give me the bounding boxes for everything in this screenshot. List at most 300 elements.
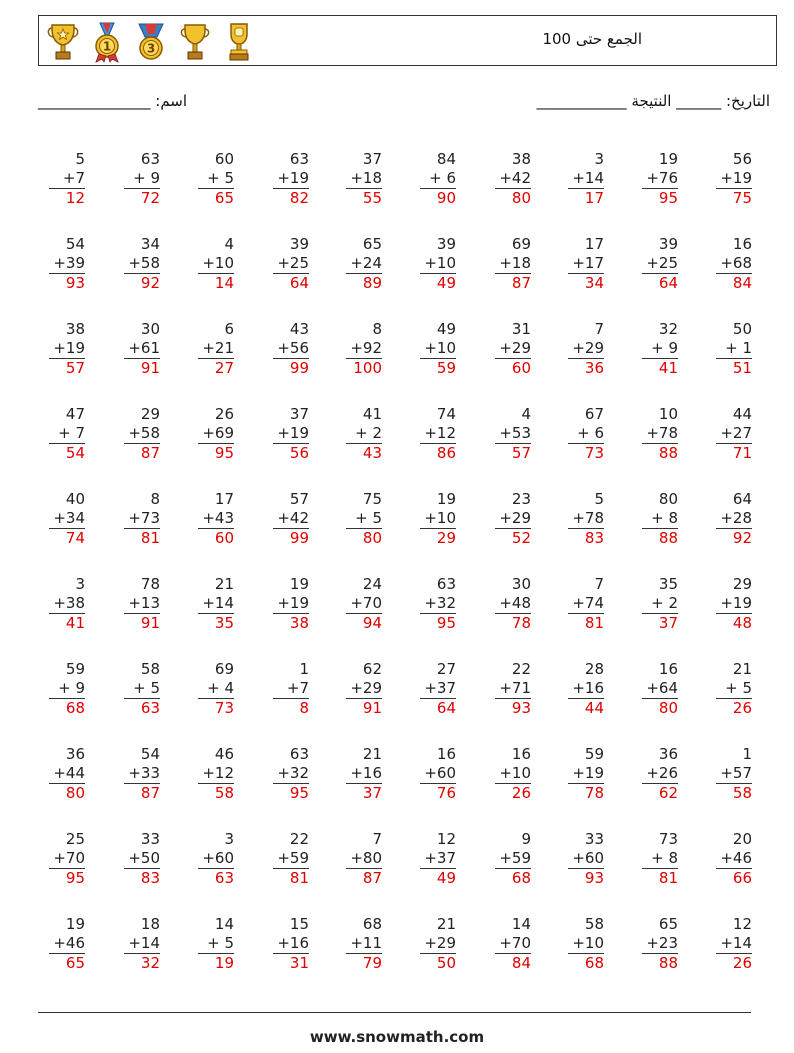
addend-bottom: +78 [572, 509, 604, 527]
addition-problem [273, 405, 309, 463]
addition-problem [346, 150, 382, 208]
answer: 49 [436, 274, 456, 292]
answer: 84 [732, 274, 752, 292]
addend-bottom: +18 [350, 169, 382, 187]
answer: 35 [214, 614, 234, 632]
addition-problem [642, 150, 678, 208]
addend-top: 68 [362, 915, 382, 933]
addend-top: 6 [224, 320, 234, 338]
addend-top: 3 [594, 150, 604, 168]
addition-problem [273, 575, 309, 633]
addition-problem [495, 405, 531, 463]
answer: 87 [140, 444, 160, 462]
gold-cup-icon [179, 21, 211, 63]
answer: 31 [289, 954, 309, 972]
answer: 56 [289, 444, 309, 462]
addend-bottom: + 2 [355, 424, 382, 442]
addend-bottom: + 5 [355, 509, 382, 527]
addition-problem [273, 150, 309, 208]
addend-top: 38 [65, 320, 85, 338]
addition-problem [716, 235, 752, 293]
addend-top: 14 [511, 915, 531, 933]
addend-bottom: +21 [202, 339, 234, 357]
addend-top: 33 [584, 830, 604, 848]
addition-problem [346, 745, 382, 803]
addend-top: 4 [521, 405, 531, 423]
addend-bottom: +64 [646, 679, 678, 697]
addition-problem [198, 150, 234, 208]
addend-top: 16 [436, 745, 456, 763]
addend-top: 32 [658, 320, 678, 338]
addend-top: 38 [511, 150, 531, 168]
addend-bottom: +44 [53, 764, 85, 782]
answer: 81 [584, 614, 604, 632]
answer: 65 [214, 189, 234, 207]
addend-bottom: +12 [202, 764, 234, 782]
addition-problem [198, 320, 234, 378]
answer: 84 [511, 954, 531, 972]
addition-problem [495, 235, 531, 293]
addend-bottom: +92 [350, 339, 382, 357]
addition-problem [495, 830, 531, 888]
addition-problem [198, 235, 234, 293]
addition-problem [49, 915, 85, 973]
addend-top: 69 [214, 660, 234, 678]
addend-top: 16 [658, 660, 678, 678]
medal-1-icon [91, 21, 123, 63]
answer: 17 [584, 189, 604, 207]
addend-top: 7 [594, 320, 604, 338]
answer: 32 [140, 954, 160, 972]
addition-problem [568, 660, 604, 718]
addition-problem [346, 490, 382, 548]
answer: 41 [65, 614, 85, 632]
footer-divider [38, 1012, 751, 1013]
addend-top: 46 [214, 745, 234, 763]
addition-problem [495, 915, 531, 973]
addend-bottom: +16 [572, 679, 604, 697]
addend-bottom: +34 [53, 509, 85, 527]
answer: 68 [65, 699, 85, 717]
addend-top: 56 [732, 150, 752, 168]
answer: 38 [289, 614, 309, 632]
addend-bottom: +29 [572, 339, 604, 357]
addend-top: 75 [362, 490, 382, 508]
addend-bottom: +10 [424, 254, 456, 272]
addend-bottom: +38 [53, 594, 85, 612]
addend-top: 80 [658, 490, 678, 508]
answer: 80 [658, 699, 678, 717]
addition-problem [346, 830, 382, 888]
addition-problem [273, 490, 309, 548]
answer: 80 [511, 189, 531, 207]
answer: 94 [362, 614, 382, 632]
addition-problem [273, 235, 309, 293]
answer: 36 [584, 359, 604, 377]
answer: 26 [732, 954, 752, 972]
answer: 64 [436, 699, 456, 717]
answer: 66 [732, 869, 752, 887]
answer: 19 [214, 954, 234, 972]
addition-problem [49, 490, 85, 548]
addition-problem [716, 490, 752, 548]
addend-bottom: + 9 [58, 679, 85, 697]
answer: 26 [732, 699, 752, 717]
answer: 12 [65, 189, 85, 207]
answer: 90 [436, 189, 456, 207]
addition-problem [346, 320, 382, 378]
addend-bottom: +42 [499, 169, 531, 187]
addition-problem [273, 320, 309, 378]
addend-top: 58 [140, 660, 160, 678]
addition-problem [568, 915, 604, 973]
addend-bottom: +69 [202, 424, 234, 442]
addend-top: 59 [65, 660, 85, 678]
addition-problem [124, 915, 160, 973]
answer: 95 [65, 869, 85, 887]
addition-problem [346, 660, 382, 718]
score-date-field: التاريخ: ______ النتيجة ____________ [536, 92, 770, 110]
addition-problem [420, 660, 456, 718]
addend-bottom: +60 [202, 849, 234, 867]
addend-top: 16 [511, 745, 531, 763]
answer: 93 [65, 274, 85, 292]
addend-bottom: +19 [53, 339, 85, 357]
addition-problem [568, 745, 604, 803]
addition-problem [198, 405, 234, 463]
addend-top: 26 [214, 405, 234, 423]
addend-bottom: +70 [350, 594, 382, 612]
addend-bottom: +60 [572, 849, 604, 867]
addend-bottom: +78 [646, 424, 678, 442]
answer: 78 [584, 784, 604, 802]
addend-bottom: +32 [277, 764, 309, 782]
addend-bottom: +70 [53, 849, 85, 867]
addition-problem [49, 150, 85, 208]
addend-top: 37 [362, 150, 382, 168]
addend-bottom: +43 [202, 509, 234, 527]
addend-top: 63 [140, 150, 160, 168]
addend-bottom: +25 [277, 254, 309, 272]
addend-bottom: +12 [424, 424, 456, 442]
addend-bottom: +59 [277, 849, 309, 867]
addend-bottom: + 6 [577, 424, 604, 442]
addend-top: 30 [140, 320, 160, 338]
addition-problem [124, 150, 160, 208]
answer: 99 [289, 359, 309, 377]
addend-top: 19 [436, 490, 456, 508]
addend-bottom: + 5 [133, 679, 160, 697]
addend-top: 28 [584, 660, 604, 678]
answer: 62 [658, 784, 678, 802]
addend-top: 21 [214, 575, 234, 593]
answer: 54 [65, 444, 85, 462]
answer: 78 [511, 614, 531, 632]
addend-top: 17 [214, 490, 234, 508]
addend-top: 12 [436, 830, 456, 848]
addition-problem [420, 915, 456, 973]
addend-top: 36 [658, 745, 678, 763]
answer: 41 [658, 359, 678, 377]
addition-problem [273, 830, 309, 888]
addition-problem [642, 830, 678, 888]
answer: 44 [584, 699, 604, 717]
addition-problem [420, 320, 456, 378]
answer: 50 [436, 954, 456, 972]
addition-problem [198, 830, 234, 888]
addend-top: 39 [436, 235, 456, 253]
addition-problem [124, 830, 160, 888]
addend-top: 33 [140, 830, 160, 848]
addition-problem [346, 915, 382, 973]
addend-bottom: +19 [277, 169, 309, 187]
addend-top: 15 [289, 915, 309, 933]
answer: 59 [436, 359, 456, 377]
addend-bottom: +29 [499, 509, 531, 527]
answer: 73 [214, 699, 234, 717]
answer: 91 [362, 699, 382, 717]
addend-top: 74 [436, 405, 456, 423]
answer: 63 [214, 869, 234, 887]
medal-3-icon [135, 21, 167, 63]
addition-problem [198, 745, 234, 803]
addend-bottom: +18 [499, 254, 531, 272]
answer: 43 [362, 444, 382, 462]
addend-bottom: +27 [720, 424, 752, 442]
addition-problem [420, 490, 456, 548]
answer: 93 [584, 869, 604, 887]
worksheet-title: الجمع حتى 100 [542, 30, 642, 48]
addition-problem [420, 405, 456, 463]
addend-top: 21 [362, 745, 382, 763]
addend-top: 37 [289, 405, 309, 423]
addition-problem [716, 405, 752, 463]
addend-top: 34 [140, 235, 160, 253]
answer: 95 [214, 444, 234, 462]
addend-bottom: + 8 [651, 509, 678, 527]
addend-bottom: +61 [128, 339, 160, 357]
addend-bottom: +73 [128, 509, 160, 527]
addend-bottom: +19 [720, 169, 752, 187]
addend-top: 7 [594, 575, 604, 593]
answer: 26 [511, 784, 531, 802]
addition-problem [124, 490, 160, 548]
addition-problem [49, 830, 85, 888]
addend-top: 21 [436, 915, 456, 933]
addend-bottom: +33 [128, 764, 160, 782]
addend-bottom: +19 [277, 594, 309, 612]
answer: 95 [658, 189, 678, 207]
addend-top: 31 [511, 320, 531, 338]
addend-top: 5 [594, 490, 604, 508]
answer: 91 [140, 359, 160, 377]
addend-bottom: +19 [277, 424, 309, 442]
name-field: اسم: _______________ [38, 92, 188, 110]
answer: 83 [140, 869, 160, 887]
answer: 81 [140, 529, 160, 547]
answer: 82 [289, 189, 309, 207]
addition-problem [642, 745, 678, 803]
answer: 74 [65, 529, 85, 547]
addition-problem [49, 320, 85, 378]
addend-bottom: +29 [350, 679, 382, 697]
addend-top: 5 [75, 150, 85, 168]
answer: 99 [289, 529, 309, 547]
addend-bottom: +53 [499, 424, 531, 442]
addend-top: 1 [742, 745, 752, 763]
answer: 58 [214, 784, 234, 802]
answer: 88 [658, 954, 678, 972]
addend-bottom: +71 [499, 679, 531, 697]
addend-top: 43 [289, 320, 309, 338]
addend-top: 18 [140, 915, 160, 933]
addend-top: 25 [65, 830, 85, 848]
addend-top: 1 [299, 660, 309, 678]
answer: 27 [214, 359, 234, 377]
answer: 64 [658, 274, 678, 292]
addition-problem [420, 745, 456, 803]
addend-top: 39 [658, 235, 678, 253]
addend-top: 29 [140, 405, 160, 423]
answer: 37 [658, 614, 678, 632]
addend-top: 44 [732, 405, 752, 423]
answer: 89 [362, 274, 382, 292]
addend-bottom: +32 [424, 594, 456, 612]
addend-bottom: +23 [646, 934, 678, 952]
addend-top: 62 [362, 660, 382, 678]
addition-problem [716, 150, 752, 208]
addend-bottom: + 7 [58, 424, 85, 442]
addend-top: 50 [732, 320, 752, 338]
addition-problem [198, 660, 234, 718]
addend-top: 54 [65, 235, 85, 253]
answer: 14 [214, 274, 234, 292]
answer: 63 [140, 699, 160, 717]
answer: 87 [362, 869, 382, 887]
addition-problem [420, 235, 456, 293]
gold-trophy-icon [223, 21, 255, 63]
addition-problem [124, 405, 160, 463]
addend-bottom: +46 [53, 934, 85, 952]
answer: 64 [289, 274, 309, 292]
answer: 65 [65, 954, 85, 972]
addend-bottom: +10 [572, 934, 604, 952]
answer: 37 [362, 784, 382, 802]
answer: 52 [511, 529, 531, 547]
answer: 80 [65, 784, 85, 802]
header-box [38, 15, 777, 66]
addend-bottom: + 6 [429, 169, 456, 187]
answer: 93 [511, 699, 531, 717]
addend-top: 17 [584, 235, 604, 253]
answer: 72 [140, 189, 160, 207]
answer: 49 [436, 869, 456, 887]
addition-problem [49, 405, 85, 463]
addend-top: 19 [65, 915, 85, 933]
addition-problem [273, 745, 309, 803]
addend-top: 39 [289, 235, 309, 253]
answer: 81 [658, 869, 678, 887]
addition-problem [124, 575, 160, 633]
answer: 100 [353, 359, 382, 377]
addend-top: 16 [732, 235, 752, 253]
addend-top: 14 [214, 915, 234, 933]
addend-bottom: +24 [350, 254, 382, 272]
answer: 91 [140, 614, 160, 632]
answer: 88 [658, 444, 678, 462]
addition-problem [273, 660, 309, 718]
addend-top: 19 [289, 575, 309, 593]
addition-problem [49, 745, 85, 803]
addend-top: 3 [75, 575, 85, 593]
addition-problem [124, 745, 160, 803]
addition-problem [568, 575, 604, 633]
addition-problem [495, 320, 531, 378]
addend-bottom: +13 [128, 594, 160, 612]
addend-top: 65 [658, 915, 678, 933]
addition-problem [716, 660, 752, 718]
addend-bottom: + 1 [725, 339, 752, 357]
addend-bottom: +58 [128, 254, 160, 272]
addition-problem [642, 915, 678, 973]
addend-bottom: +10 [202, 254, 234, 272]
addition-problem [568, 150, 604, 208]
addend-bottom: +14 [720, 934, 752, 952]
addend-top: 3 [224, 830, 234, 848]
addend-bottom: +60 [424, 764, 456, 782]
answer: 57 [65, 359, 85, 377]
addend-top: 23 [511, 490, 531, 508]
addition-problem [642, 235, 678, 293]
answer: 95 [436, 614, 456, 632]
answer: 83 [584, 529, 604, 547]
addend-top: 73 [658, 830, 678, 848]
gold-cup-star-icon [47, 21, 79, 63]
addition-problem [495, 490, 531, 548]
addend-top: 63 [436, 575, 456, 593]
addition-problem [198, 575, 234, 633]
addend-top: 49 [436, 320, 456, 338]
addend-top: 67 [584, 405, 604, 423]
addend-top: 4 [224, 235, 234, 253]
addend-bottom: +29 [499, 339, 531, 357]
addend-top: 30 [511, 575, 531, 593]
addend-top: 7 [372, 830, 382, 848]
addition-problem [716, 830, 752, 888]
addend-bottom: +48 [499, 594, 531, 612]
addition-problem [198, 490, 234, 548]
addition-problem [420, 575, 456, 633]
addend-bottom: + 5 [207, 169, 234, 187]
addition-problem [495, 745, 531, 803]
answer: 80 [362, 529, 382, 547]
addend-bottom: +80 [350, 849, 382, 867]
addition-problem [346, 235, 382, 293]
addition-problem [198, 915, 234, 973]
addition-problem [716, 915, 752, 973]
addition-problem [642, 405, 678, 463]
addend-bottom: +58 [128, 424, 160, 442]
addend-top: 36 [65, 745, 85, 763]
addend-bottom: +10 [424, 339, 456, 357]
answer: 58 [732, 784, 752, 802]
addend-bottom: +16 [350, 764, 382, 782]
addend-bottom: +37 [424, 679, 456, 697]
addend-bottom: + 9 [133, 169, 160, 187]
addend-top: 84 [436, 150, 456, 168]
answer: 60 [511, 359, 531, 377]
addend-bottom: +19 [572, 764, 604, 782]
